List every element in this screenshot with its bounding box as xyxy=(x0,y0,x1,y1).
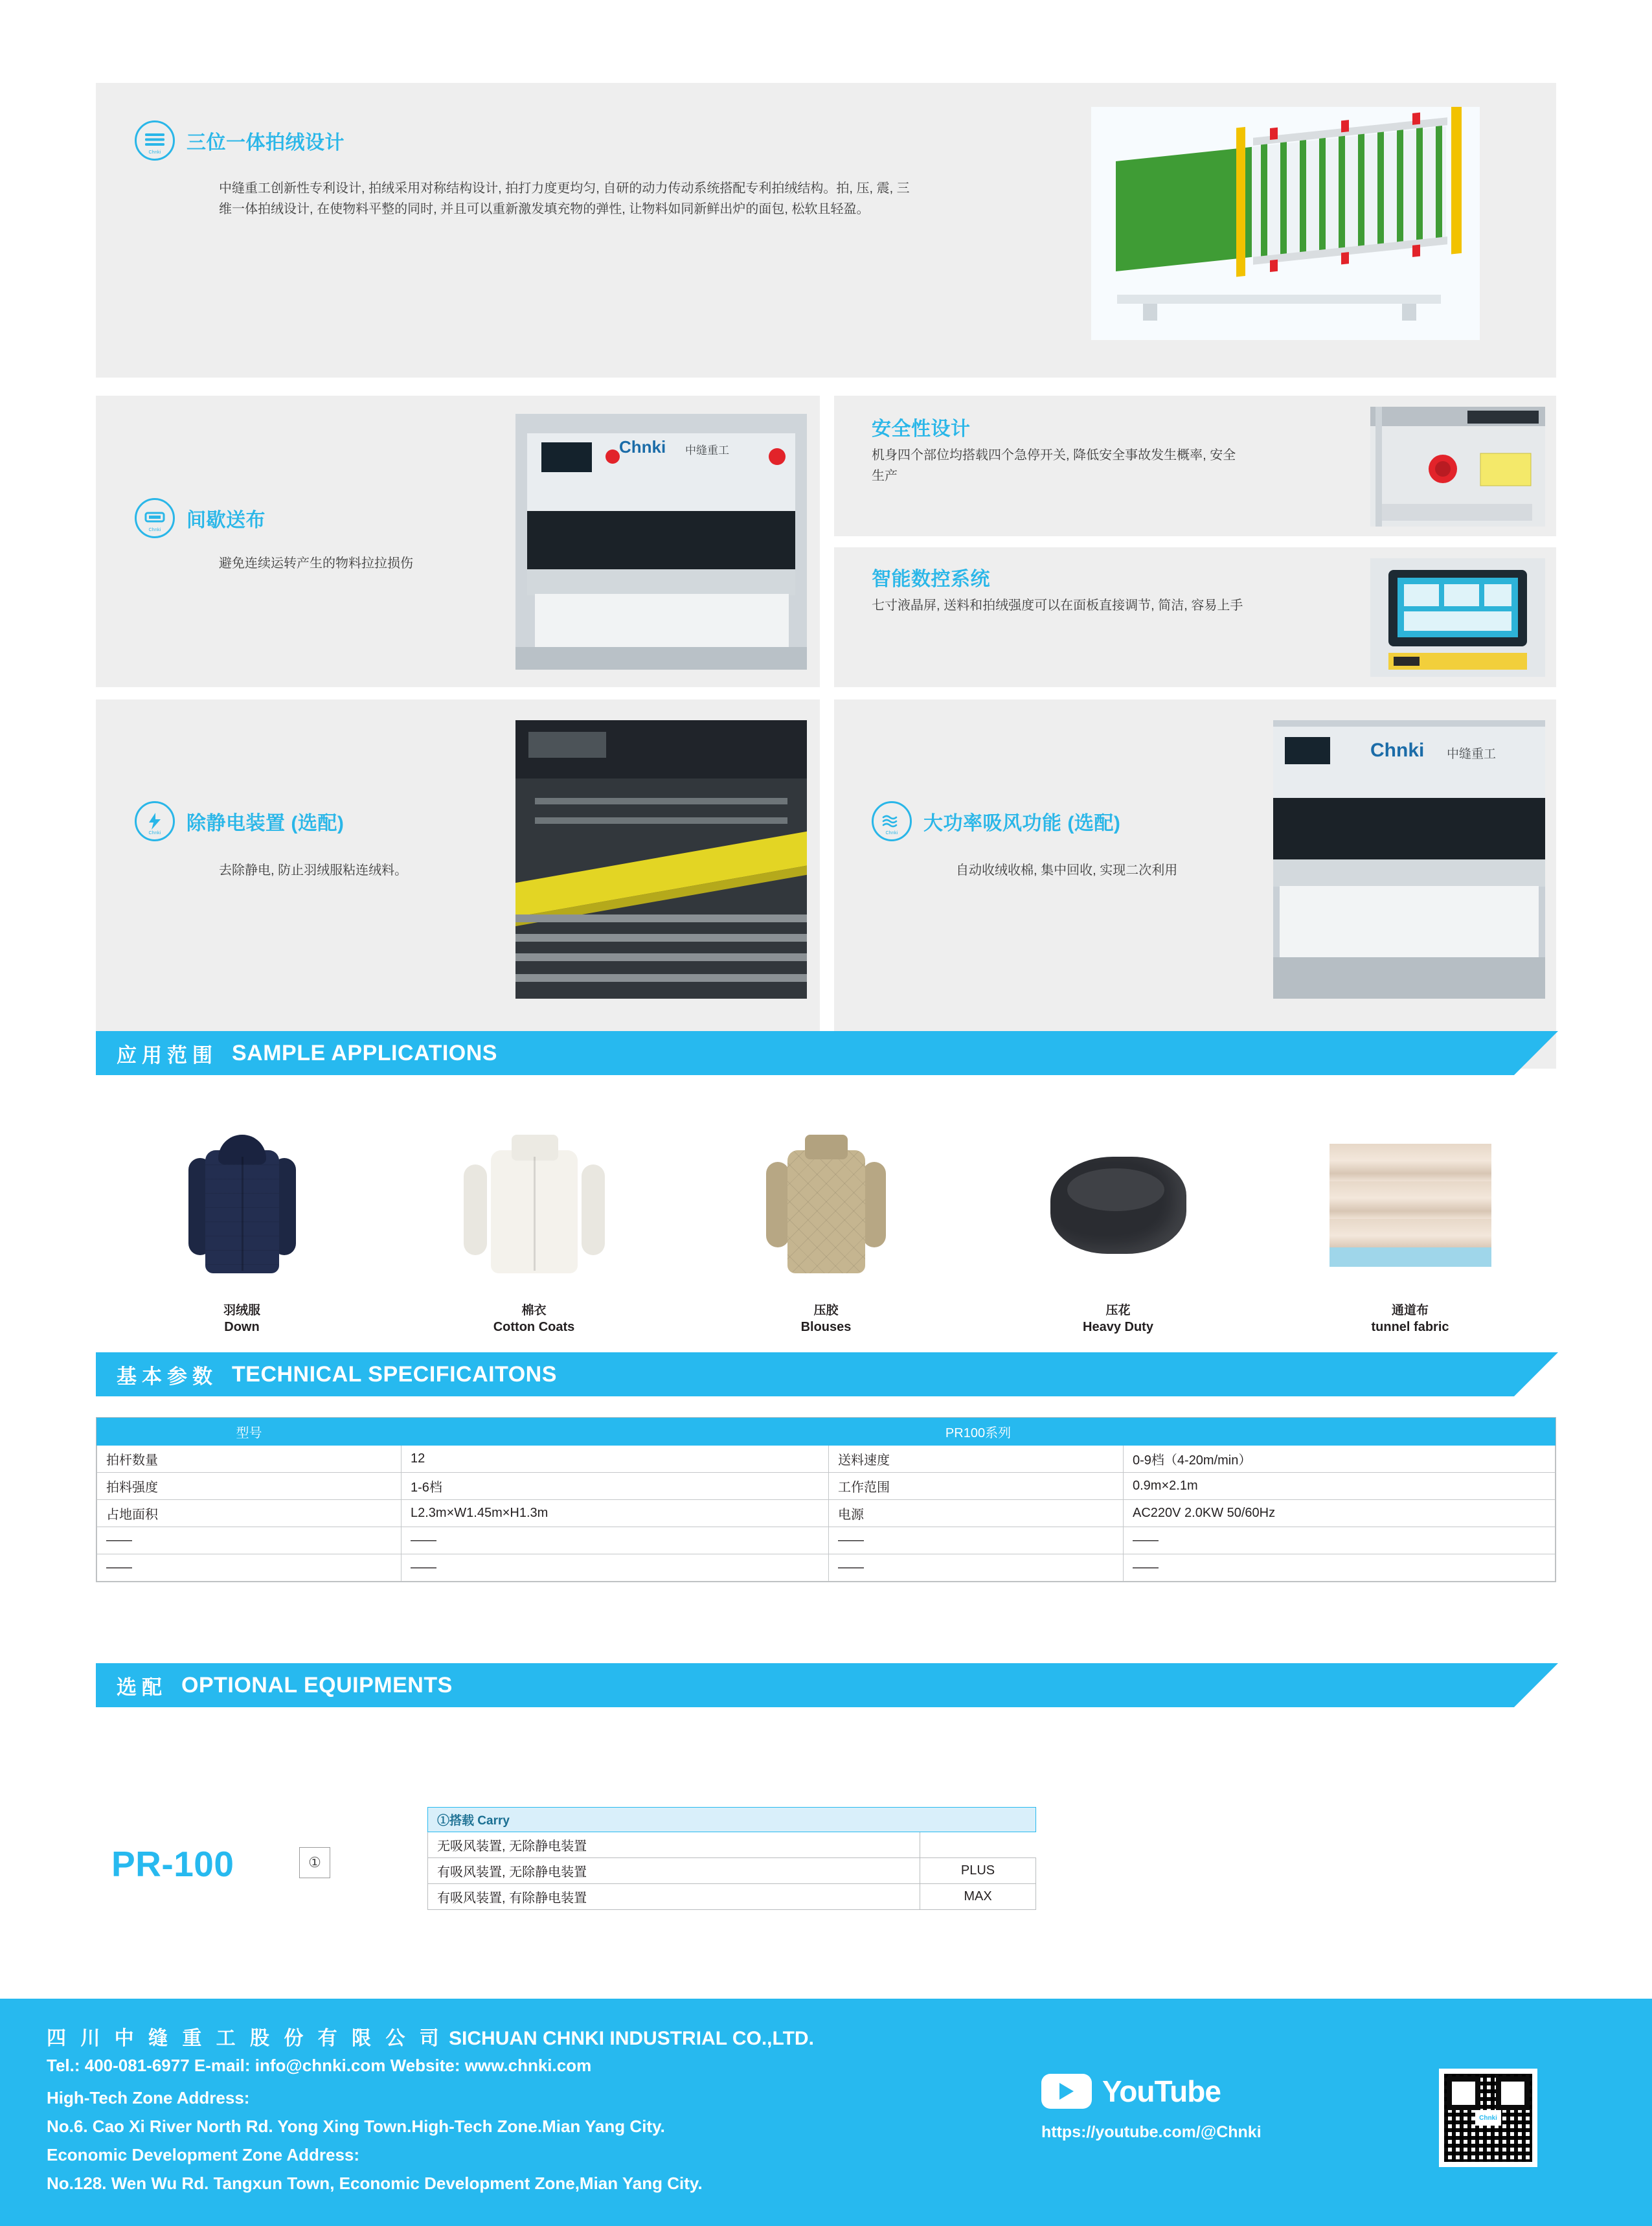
optional-equipment-table xyxy=(427,1807,1036,1910)
youtube-label: YouTube xyxy=(1102,2074,1221,2108)
table-row xyxy=(428,1884,1036,1910)
feature-card-safety-design xyxy=(834,396,1556,536)
spec-key: 拍杆数量 xyxy=(97,1446,402,1473)
application-label-cn: 压胶 xyxy=(813,1303,839,1317)
qr-code-pattern xyxy=(1444,2074,1532,2162)
garment-rolled-tunnel-fabric xyxy=(1330,1115,1491,1296)
optional-row-label: 有吸风装置, 有除静电装置 xyxy=(428,1884,920,1910)
model-name: PR-100 xyxy=(111,1844,234,1884)
feature-card-smart-cnc xyxy=(834,547,1556,687)
table-row xyxy=(97,1473,1556,1500)
application-label-cn: 压花 xyxy=(1105,1303,1131,1317)
specifications-table xyxy=(96,1417,1556,1582)
airflow-icon xyxy=(872,801,912,841)
youtube-link[interactable] xyxy=(1041,2074,1221,2109)
banner-technical-specifications xyxy=(96,1352,1514,1396)
photo-touch-screen-panel xyxy=(1370,558,1545,677)
table-header-series: PR100系列 xyxy=(402,1418,1556,1446)
zipper xyxy=(242,1157,243,1271)
application-label-en: Blouses xyxy=(800,1319,852,1334)
svg-text:中缝重工: 中缝重工 xyxy=(685,444,729,457)
qr-code[interactable] xyxy=(1439,2069,1537,2167)
spec-value-2: AC220V 2.0KW 50/60Hz xyxy=(1124,1500,1556,1527)
stack-lines-icon xyxy=(135,120,175,161)
page-footer xyxy=(0,1999,1652,2226)
table-header-model: 型号 xyxy=(97,1418,402,1446)
application-label-en: Down xyxy=(224,1319,260,1334)
sleeve-right xyxy=(582,1164,605,1255)
application-caption xyxy=(223,1302,260,1335)
banner-title-en: TECHNICAL SPECIFICAITONS xyxy=(232,1361,557,1387)
optional-table-header: ①搭载 Carry xyxy=(428,1808,1036,1832)
spec-value: —— xyxy=(402,1527,829,1554)
photo-chnki-machine-with-suction xyxy=(1273,720,1545,999)
fabric-shape xyxy=(1330,1144,1491,1267)
application-label-cn: 棉衣 xyxy=(521,1303,547,1317)
static-icon xyxy=(135,801,175,841)
table-row xyxy=(97,1527,1556,1554)
spec-key: —— xyxy=(97,1527,402,1554)
banner-title-cn: 选配 xyxy=(117,1675,167,1699)
feature-title-row xyxy=(135,801,344,841)
spec-key-2: 电源 xyxy=(829,1500,1124,1527)
optional-row-tag: MAX xyxy=(920,1884,1036,1910)
spec-value-2: —— xyxy=(1124,1527,1556,1554)
quilt-lines xyxy=(787,1150,865,1273)
garment-navy-puffer-jacket xyxy=(161,1115,323,1296)
feature-title-row xyxy=(135,498,266,538)
banner-title-en: OPTIONAL EQUIPMENTS xyxy=(181,1672,453,1698)
optional-row-label: 无吸风装置, 无除静电装置 xyxy=(428,1832,920,1858)
application-item-tunnel-fabric xyxy=(1264,1083,1556,1335)
company-name-cn: 四 川 中 缝 重 工 股 份 有 限 公 司 xyxy=(47,2028,444,2049)
garment-white-cotton-coat xyxy=(453,1115,615,1296)
garment-khaki-quilted-jacket xyxy=(745,1115,907,1296)
jacket-shape xyxy=(766,1131,886,1280)
badge-brand-mark: Chnki xyxy=(148,831,161,835)
spec-value: L2.3m×W1.45m×H1.3m xyxy=(402,1500,829,1527)
company-name xyxy=(47,2022,814,2050)
feature-card-anti-static xyxy=(96,699,820,1069)
address-label-1: High-Tech Zone Address: xyxy=(47,2088,250,2107)
application-label-en: Cotton Coats xyxy=(493,1319,575,1334)
spec-key: —— xyxy=(97,1554,402,1582)
address-label-2: Economic Development Zone Address: xyxy=(47,2145,360,2164)
feature-title-row xyxy=(872,801,1120,841)
table-row xyxy=(428,1832,1036,1858)
feature-body: 机身四个部位均搭载四个急停开关, 降低安全事故发生概率, 安全生产 xyxy=(872,448,1236,484)
feature-title: 除静电装置 (选配) xyxy=(187,813,345,834)
application-label-en: Heavy Duty xyxy=(1083,1319,1153,1334)
bundle-shape xyxy=(1050,1157,1186,1254)
banner-title-en: SAMPLE APPLICATIONS xyxy=(232,1040,497,1065)
table-row xyxy=(428,1858,1036,1884)
svg-text:中缝重工: 中缝重工 xyxy=(1447,747,1497,761)
banner-title-cn: 应用范围 xyxy=(117,1043,218,1067)
spec-value: 1-6档 xyxy=(402,1473,829,1500)
feature-body: 中缝重工创新性专利设计, 拍绒采用对称结构设计, 拍打力度更均匀, 自研的动力传动系统搭配专利拍绒结构。拍, 压, 震, 三维一体拍绒设计, 在使物料平整的同时, 并且可以重新激发填充物的弹性, 让物料如同新鲜出炉的面包, 松软且轻盈。 xyxy=(219,181,910,217)
table-row xyxy=(97,1500,1556,1527)
application-item-cotton-coats xyxy=(388,1083,680,1335)
application-item-heavy-duty xyxy=(972,1083,1264,1335)
application-label-cn: 羽绒服 xyxy=(223,1303,260,1317)
spec-key: 占地面积 xyxy=(97,1500,402,1527)
feature-body: 自动收绒收棉, 集中回收, 实现二次利用 xyxy=(956,863,1178,878)
qr-center-label: Chnki xyxy=(1475,2110,1501,2126)
feature-card-suction xyxy=(834,699,1556,1069)
jacket-shape xyxy=(187,1131,297,1280)
feature-body: 去除静电, 防止羽绒服粘连绒料。 xyxy=(219,863,408,878)
badge-brand-mark: Chnki xyxy=(885,831,898,835)
application-item-down xyxy=(96,1083,388,1335)
feature-card-three-in-one xyxy=(96,83,1556,378)
spec-key: 拍料强度 xyxy=(97,1473,402,1500)
optional-row-tag xyxy=(920,1832,1036,1858)
feature-title: 间歇送布 xyxy=(187,510,266,531)
jacket-shape xyxy=(466,1131,602,1280)
feature-title: 安全性设计 xyxy=(872,418,971,440)
spec-key-2: 送料速度 xyxy=(829,1446,1124,1473)
youtube-play-icon xyxy=(1041,2074,1092,2109)
youtube-url[interactable]: https://youtube.com/@Chnki xyxy=(1041,2123,1262,2141)
sleeve-left xyxy=(464,1164,487,1255)
application-item-blouses xyxy=(680,1083,972,1335)
collar xyxy=(805,1135,848,1159)
spec-key-2: —— xyxy=(829,1527,1124,1554)
feature-body: 七寸液晶屏, 送料和拍绒强度可以在面板直接调节, 简洁, 容易上手 xyxy=(872,598,1243,613)
optional-row-tag: PLUS xyxy=(920,1858,1036,1884)
feature-card-intermittent-feed xyxy=(96,396,820,687)
sleeve-right xyxy=(863,1162,886,1247)
photo-anti-static-roller-interior xyxy=(515,720,807,999)
feature-body: 避免连续运转产生的物料拉拉损伤 xyxy=(219,556,413,571)
spec-value-2: —— xyxy=(1124,1554,1556,1582)
feature-title: 三位一体拍绒设计 xyxy=(187,132,345,153)
table-row xyxy=(97,1554,1556,1582)
applications-gallery xyxy=(96,1083,1556,1335)
badge-brand-mark: Chnki xyxy=(148,150,161,155)
model-badge: ① xyxy=(299,1847,330,1878)
banner-optional-equipments xyxy=(96,1663,1514,1707)
address-2: No.128. Wen Wu Rd. Tangxun Town, Economic Development Zone,Mian Yang City. xyxy=(47,2174,703,2193)
svg-text:Chnki: Chnki xyxy=(1370,740,1425,761)
fabric-roll-icon xyxy=(135,498,175,538)
optional-table-header-row xyxy=(428,1808,1036,1832)
application-label-cn: 通道布 xyxy=(1391,1303,1429,1317)
photo-emergency-stop-switch xyxy=(1370,407,1545,527)
spec-value-2: 0.9m×2.1m xyxy=(1124,1473,1556,1500)
spec-value-2: 0-9档（4-20m/min） xyxy=(1124,1446,1556,1473)
feature-title: 大功率吸风功能 (选配) xyxy=(923,813,1121,834)
address-1: No.6. Cao Xi River North Rd. Yong Xing Town.High-Tech Zone.Mian Yang City. xyxy=(47,2117,665,2136)
contact-line[interactable]: Tel.: 400-081-6977 E-mail: info@chnki.com Website: www.chnki.com xyxy=(47,2056,592,2075)
photo-chnki-machine-front-view xyxy=(515,414,807,670)
svg-text:Chnki: Chnki xyxy=(619,437,666,457)
spec-key-2: —— xyxy=(829,1554,1124,1582)
feature-title: 智能数控系统 xyxy=(872,569,990,590)
company-name-en: SICHUAN CHNKI INDUSTRIAL CO.,LTD. xyxy=(449,2028,814,2049)
zipper xyxy=(534,1157,536,1271)
spec-value: 12 xyxy=(402,1446,829,1473)
application-caption xyxy=(493,1302,575,1335)
garment-black-bundled-garment xyxy=(1037,1115,1199,1296)
banner-sample-applications xyxy=(96,1031,1514,1075)
application-caption xyxy=(1371,1302,1449,1335)
optional-row-label: 有吸风装置, 无除静电装置 xyxy=(428,1858,920,1884)
table-header-row xyxy=(97,1418,1556,1446)
sleeve-left xyxy=(766,1162,789,1247)
photo-patted-machine-3d-render xyxy=(1091,107,1480,340)
application-caption xyxy=(1083,1302,1153,1335)
banner-title-cn: 基本参数 xyxy=(117,1365,218,1388)
application-caption xyxy=(801,1302,852,1335)
application-label-en: tunnel fabric xyxy=(1371,1319,1449,1334)
table-row xyxy=(97,1446,1556,1473)
spec-key-2: 工作范围 xyxy=(829,1473,1124,1500)
spec-value: —— xyxy=(402,1554,829,1582)
badge-brand-mark: Chnki xyxy=(148,528,161,532)
feature-title-row xyxy=(135,120,345,161)
